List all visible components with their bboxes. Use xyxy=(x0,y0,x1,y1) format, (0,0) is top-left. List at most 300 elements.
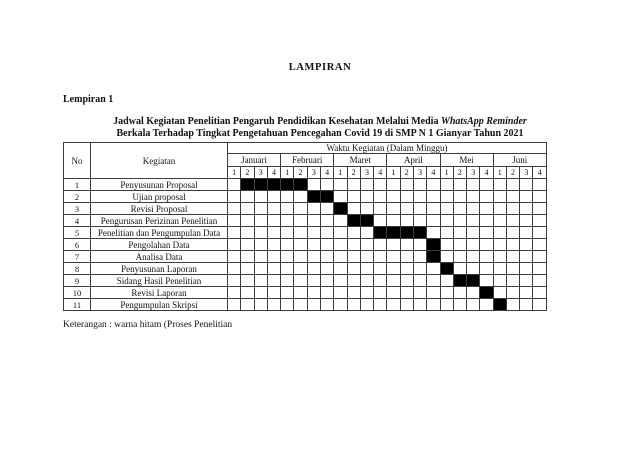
activity-label: Revisi Laporan xyxy=(91,287,228,299)
gantt-empty-cell xyxy=(427,299,440,311)
week-number-cell: 1 xyxy=(334,167,347,179)
gantt-empty-cell xyxy=(347,275,360,287)
week-number-cell: 3 xyxy=(520,167,533,179)
gantt-empty-cell xyxy=(254,215,267,227)
gantt-empty-cell xyxy=(440,203,453,215)
gantt-empty-cell xyxy=(413,191,426,203)
gantt-empty-cell xyxy=(467,227,480,239)
header-row-time xyxy=(64,143,547,154)
gantt-empty-cell xyxy=(360,275,373,287)
gantt-empty-cell xyxy=(467,251,480,263)
week-number-cell: 3 xyxy=(254,167,267,179)
gantt-empty-cell xyxy=(506,203,519,215)
gantt-empty-cell xyxy=(254,251,267,263)
week-number-cell: 4 xyxy=(320,167,333,179)
gantt-empty-cell xyxy=(440,251,453,263)
gantt-empty-cell xyxy=(520,215,533,227)
month-header-mei: Mei xyxy=(440,154,493,167)
gantt-empty-cell xyxy=(241,191,254,203)
gantt-empty-cell xyxy=(334,251,347,263)
activity-row xyxy=(64,299,547,311)
activity-row xyxy=(64,179,547,191)
gantt-empty-cell xyxy=(281,191,294,203)
gantt-empty-cell xyxy=(254,227,267,239)
gantt-empty-cell xyxy=(427,215,440,227)
gantt-empty-cell xyxy=(320,227,333,239)
gantt-empty-cell xyxy=(334,191,347,203)
gantt-empty-cell xyxy=(453,191,466,203)
week-number-cell: 3 xyxy=(467,167,480,179)
gantt-filled-cell xyxy=(254,179,267,191)
gantt-empty-cell xyxy=(427,191,440,203)
week-number-cell: 2 xyxy=(347,167,360,179)
gantt-empty-cell xyxy=(453,287,466,299)
gantt-empty-cell xyxy=(241,215,254,227)
gantt-empty-cell xyxy=(241,239,254,251)
activity-row xyxy=(64,287,547,299)
gantt-empty-cell xyxy=(533,191,547,203)
gantt-empty-cell xyxy=(267,203,280,215)
gantt-empty-cell xyxy=(241,227,254,239)
gantt-empty-cell xyxy=(467,263,480,275)
week-number-cell: 2 xyxy=(294,167,307,179)
gantt-empty-cell xyxy=(493,203,506,215)
table-title xyxy=(0,116,640,139)
gantt-empty-cell xyxy=(294,215,307,227)
gantt-empty-cell xyxy=(387,203,400,215)
gantt-empty-cell xyxy=(440,191,453,203)
activity-label: Revisi Proposal xyxy=(91,203,228,215)
gantt-empty-cell xyxy=(427,263,440,275)
gantt-empty-cell xyxy=(281,251,294,263)
week-number-cell: 4 xyxy=(480,167,493,179)
row-number: 1 xyxy=(64,179,91,191)
gantt-empty-cell xyxy=(267,263,280,275)
activity-row xyxy=(64,203,547,215)
gantt-filled-cell xyxy=(281,179,294,191)
gantt-empty-cell xyxy=(254,275,267,287)
gantt-empty-cell xyxy=(320,215,333,227)
gantt-empty-cell xyxy=(241,299,254,311)
gantt-empty-cell xyxy=(413,203,426,215)
gantt-empty-cell xyxy=(400,215,413,227)
gantt-empty-cell xyxy=(267,275,280,287)
month-header-maret: Maret xyxy=(334,154,387,167)
gantt-filled-cell xyxy=(347,215,360,227)
gantt-empty-cell xyxy=(400,191,413,203)
week-number-cell: 2 xyxy=(241,167,254,179)
gantt-empty-cell xyxy=(228,299,241,311)
gantt-empty-cell xyxy=(453,203,466,215)
gantt-empty-cell xyxy=(320,263,333,275)
gantt-empty-cell xyxy=(374,215,387,227)
gantt-empty-cell xyxy=(413,215,426,227)
gantt-filled-cell xyxy=(241,179,254,191)
gantt-empty-cell xyxy=(440,275,453,287)
gantt-empty-cell xyxy=(374,299,387,311)
row-number: 6 xyxy=(64,239,91,251)
gantt-empty-cell xyxy=(506,287,519,299)
gantt-empty-cell xyxy=(228,287,241,299)
gantt-empty-cell xyxy=(533,203,547,215)
gantt-empty-cell xyxy=(400,275,413,287)
gantt-empty-cell xyxy=(400,299,413,311)
gantt-empty-cell xyxy=(520,203,533,215)
week-number-cell: 4 xyxy=(374,167,387,179)
week-number-cell: 4 xyxy=(533,167,547,179)
gantt-empty-cell xyxy=(294,191,307,203)
gantt-empty-cell xyxy=(347,191,360,203)
month-header-januari: Januari xyxy=(228,154,281,167)
gantt-empty-cell xyxy=(294,263,307,275)
gantt-filled-cell xyxy=(467,275,480,287)
activity-label: Pengurusan Perizinan Penelitian xyxy=(91,215,228,227)
gantt-empty-cell xyxy=(533,215,547,227)
gantt-empty-cell xyxy=(307,299,320,311)
gantt-empty-cell xyxy=(480,275,493,287)
title-line1-italic: WhatsApp Reminder xyxy=(440,116,527,127)
gantt-empty-cell xyxy=(493,275,506,287)
gantt-empty-cell xyxy=(347,299,360,311)
gantt-empty-cell xyxy=(360,203,373,215)
gantt-empty-cell xyxy=(374,179,387,191)
activity-row xyxy=(64,227,547,239)
gantt-empty-cell xyxy=(281,299,294,311)
gantt-empty-cell xyxy=(493,251,506,263)
gantt-empty-cell xyxy=(334,215,347,227)
row-number: 8 xyxy=(64,263,91,275)
gantt-empty-cell xyxy=(453,227,466,239)
week-number-cell: 3 xyxy=(307,167,320,179)
gantt-empty-cell xyxy=(228,263,241,275)
gantt-empty-cell xyxy=(506,275,519,287)
gantt-empty-cell xyxy=(440,299,453,311)
gantt-empty-cell xyxy=(347,239,360,251)
gantt-empty-cell xyxy=(374,191,387,203)
gantt-empty-cell xyxy=(320,239,333,251)
gantt-empty-cell xyxy=(294,275,307,287)
gantt-empty-cell xyxy=(281,287,294,299)
gantt-empty-cell xyxy=(427,203,440,215)
row-number: 2 xyxy=(64,191,91,203)
gantt-filled-cell xyxy=(427,239,440,251)
activity-label: Pengolahan Data xyxy=(91,239,228,251)
row-number: 7 xyxy=(64,251,91,263)
gantt-empty-cell xyxy=(267,191,280,203)
week-number-cell: 2 xyxy=(506,167,519,179)
gantt-empty-cell xyxy=(520,227,533,239)
gantt-empty-cell xyxy=(294,203,307,215)
gantt-empty-cell xyxy=(294,251,307,263)
gantt-empty-cell xyxy=(267,215,280,227)
gantt-empty-cell xyxy=(387,215,400,227)
appendix-label: Lempiran 1 xyxy=(63,94,114,105)
gantt-empty-cell xyxy=(360,239,373,251)
gantt-empty-cell xyxy=(480,227,493,239)
gantt-empty-cell xyxy=(254,263,267,275)
title-line2-text: Berkala Terhadap Tingkat Pengetahuan Pencegahan Covid 19 di SMP N 1 Gianyar Tahun 2021 xyxy=(116,127,524,139)
gantt-empty-cell xyxy=(387,251,400,263)
gantt-empty-cell xyxy=(520,275,533,287)
gantt-filled-cell xyxy=(334,203,347,215)
col-header-time: Waktu Kegiatan (Dalam Minggu) xyxy=(228,143,547,154)
gantt-empty-cell xyxy=(228,239,241,251)
row-number: 10 xyxy=(64,287,91,299)
gantt-empty-cell xyxy=(241,251,254,263)
gantt-empty-cell xyxy=(533,239,547,251)
gantt-empty-cell xyxy=(374,287,387,299)
activity-row xyxy=(64,191,547,203)
gantt-filled-cell xyxy=(413,227,426,239)
gantt-empty-cell xyxy=(467,179,480,191)
gantt-empty-cell xyxy=(520,299,533,311)
gantt-empty-cell xyxy=(347,179,360,191)
gantt-empty-cell xyxy=(241,275,254,287)
gantt-empty-cell xyxy=(294,239,307,251)
gantt-empty-cell xyxy=(440,227,453,239)
week-number-cell: 1 xyxy=(493,167,506,179)
gantt-filled-cell xyxy=(387,227,400,239)
gantt-empty-cell xyxy=(307,215,320,227)
row-number: 11 xyxy=(64,299,91,311)
gantt-empty-cell xyxy=(228,179,241,191)
row-number: 3 xyxy=(64,203,91,215)
gantt-empty-cell xyxy=(374,251,387,263)
gantt-empty-cell xyxy=(374,239,387,251)
gantt-empty-cell xyxy=(480,191,493,203)
schedule-table xyxy=(63,142,547,311)
gantt-empty-cell xyxy=(520,263,533,275)
gantt-empty-cell xyxy=(453,299,466,311)
row-number: 4 xyxy=(64,215,91,227)
gantt-filled-cell xyxy=(493,299,506,311)
activity-label: Penyusunan Laporan xyxy=(91,263,228,275)
week-number-cell: 3 xyxy=(413,167,426,179)
gantt-empty-cell xyxy=(320,299,333,311)
gantt-empty-cell xyxy=(360,251,373,263)
gantt-empty-cell xyxy=(294,227,307,239)
gantt-empty-cell xyxy=(506,179,519,191)
gantt-empty-cell xyxy=(320,251,333,263)
week-number-cell: 3 xyxy=(360,167,373,179)
gantt-empty-cell xyxy=(506,299,519,311)
activity-row xyxy=(64,275,547,287)
gantt-empty-cell xyxy=(228,203,241,215)
week-number-cell: 4 xyxy=(267,167,280,179)
gantt-filled-cell xyxy=(294,179,307,191)
gantt-empty-cell xyxy=(307,227,320,239)
gantt-empty-cell xyxy=(413,275,426,287)
activity-row xyxy=(64,239,547,251)
gantt-empty-cell xyxy=(374,203,387,215)
gantt-empty-cell xyxy=(453,179,466,191)
gantt-empty-cell xyxy=(467,191,480,203)
gantt-empty-cell xyxy=(334,239,347,251)
gantt-empty-cell xyxy=(228,191,241,203)
gantt-empty-cell xyxy=(427,179,440,191)
gantt-filled-cell xyxy=(320,191,333,203)
week-number-cell: 1 xyxy=(281,167,294,179)
gantt-empty-cell xyxy=(267,251,280,263)
gantt-empty-cell xyxy=(254,203,267,215)
gantt-empty-cell xyxy=(453,251,466,263)
gantt-empty-cell xyxy=(493,287,506,299)
gantt-empty-cell xyxy=(533,287,547,299)
gantt-empty-cell xyxy=(320,275,333,287)
gantt-empty-cell xyxy=(480,179,493,191)
page-heading: LAMPIRAN xyxy=(288,62,352,73)
gantt-empty-cell xyxy=(307,287,320,299)
gantt-empty-cell xyxy=(493,179,506,191)
gantt-empty-cell xyxy=(307,251,320,263)
month-header-april: April xyxy=(387,154,440,167)
gantt-empty-cell xyxy=(281,215,294,227)
gantt-empty-cell xyxy=(360,227,373,239)
gantt-empty-cell xyxy=(374,263,387,275)
gantt-empty-cell xyxy=(520,239,533,251)
gantt-empty-cell xyxy=(506,251,519,263)
gantt-empty-cell xyxy=(533,227,547,239)
week-number-cell: 4 xyxy=(427,167,440,179)
activity-label: Penelitian dan Pengumpulan Data xyxy=(91,227,228,239)
gantt-empty-cell xyxy=(254,287,267,299)
gantt-empty-cell xyxy=(347,287,360,299)
gantt-empty-cell xyxy=(480,215,493,227)
week-number-cell: 2 xyxy=(400,167,413,179)
gantt-empty-cell xyxy=(334,263,347,275)
gantt-empty-cell xyxy=(320,179,333,191)
gantt-empty-cell xyxy=(387,287,400,299)
gantt-filled-cell xyxy=(400,227,413,239)
gantt-empty-cell xyxy=(413,263,426,275)
gantt-empty-cell xyxy=(520,179,533,191)
activity-row xyxy=(64,263,547,275)
gantt-empty-cell xyxy=(228,275,241,287)
gantt-empty-cell xyxy=(453,239,466,251)
gantt-empty-cell xyxy=(480,299,493,311)
gantt-empty-cell xyxy=(480,203,493,215)
gantt-empty-cell xyxy=(467,239,480,251)
gantt-empty-cell xyxy=(387,275,400,287)
gantt-empty-cell xyxy=(493,191,506,203)
gantt-empty-cell xyxy=(467,287,480,299)
gantt-empty-cell xyxy=(413,179,426,191)
gantt-empty-cell xyxy=(520,287,533,299)
gantt-filled-cell xyxy=(427,251,440,263)
gantt-empty-cell xyxy=(387,179,400,191)
gantt-empty-cell xyxy=(267,299,280,311)
gantt-empty-cell xyxy=(480,251,493,263)
gantt-filled-cell xyxy=(360,215,373,227)
gantt-empty-cell xyxy=(440,179,453,191)
gantt-empty-cell xyxy=(453,215,466,227)
gantt-empty-cell xyxy=(320,287,333,299)
gantt-empty-cell xyxy=(413,251,426,263)
gantt-empty-cell xyxy=(281,203,294,215)
gantt-empty-cell xyxy=(228,215,241,227)
gantt-empty-cell xyxy=(307,179,320,191)
gantt-empty-cell xyxy=(320,203,333,215)
activity-label: Sidang Hasil Penelitian xyxy=(91,275,228,287)
gantt-empty-cell xyxy=(400,287,413,299)
gantt-empty-cell xyxy=(334,179,347,191)
gantt-empty-cell xyxy=(480,263,493,275)
gantt-empty-cell xyxy=(360,179,373,191)
gantt-empty-cell xyxy=(387,239,400,251)
gantt-empty-cell xyxy=(440,239,453,251)
gantt-empty-cell xyxy=(533,299,547,311)
gantt-empty-cell xyxy=(241,263,254,275)
activity-label: Analisa Data xyxy=(91,251,228,263)
row-number: 5 xyxy=(64,227,91,239)
gantt-empty-cell xyxy=(294,299,307,311)
gantt-empty-cell xyxy=(467,299,480,311)
gantt-empty-cell xyxy=(400,263,413,275)
gantt-empty-cell xyxy=(334,227,347,239)
legend-note: Keterangan : warna hitam (Proses Penelitian xyxy=(63,320,233,330)
gantt-empty-cell xyxy=(267,239,280,251)
gantt-empty-cell xyxy=(387,263,400,275)
gantt-filled-cell xyxy=(480,287,493,299)
gantt-empty-cell xyxy=(334,299,347,311)
gantt-empty-cell xyxy=(334,275,347,287)
gantt-empty-cell xyxy=(506,263,519,275)
gantt-empty-cell xyxy=(533,263,547,275)
gantt-empty-cell xyxy=(347,251,360,263)
gantt-empty-cell xyxy=(334,287,347,299)
gantt-empty-cell xyxy=(228,227,241,239)
gantt-empty-cell xyxy=(453,263,466,275)
gantt-empty-cell xyxy=(467,215,480,227)
gantt-empty-cell xyxy=(533,275,547,287)
gantt-empty-cell xyxy=(254,299,267,311)
activity-row xyxy=(64,215,547,227)
gantt-empty-cell xyxy=(307,239,320,251)
week-number-cell: 1 xyxy=(387,167,400,179)
gantt-empty-cell xyxy=(413,287,426,299)
week-number-cell: 2 xyxy=(453,167,466,179)
gantt-empty-cell xyxy=(347,203,360,215)
activity-label: Penyusunan Proposal xyxy=(91,179,228,191)
gantt-empty-cell xyxy=(281,263,294,275)
col-header-no: No xyxy=(64,143,91,179)
gantt-empty-cell xyxy=(347,263,360,275)
gantt-empty-cell xyxy=(360,263,373,275)
gantt-empty-cell xyxy=(533,179,547,191)
gantt-empty-cell xyxy=(467,203,480,215)
gantt-empty-cell xyxy=(493,215,506,227)
gantt-empty-cell xyxy=(493,227,506,239)
week-number-cell: 1 xyxy=(228,167,241,179)
gantt-empty-cell xyxy=(387,299,400,311)
col-header-activity: Kegiatan xyxy=(91,143,228,179)
gantt-empty-cell xyxy=(427,227,440,239)
gantt-empty-cell xyxy=(506,215,519,227)
gantt-empty-cell xyxy=(360,287,373,299)
gantt-empty-cell xyxy=(506,239,519,251)
gantt-empty-cell xyxy=(506,191,519,203)
gantt-empty-cell xyxy=(294,287,307,299)
gantt-empty-cell xyxy=(400,251,413,263)
gantt-empty-cell xyxy=(281,275,294,287)
gantt-empty-cell xyxy=(281,227,294,239)
activity-label: Ujian proposal xyxy=(91,191,228,203)
gantt-filled-cell xyxy=(267,179,280,191)
gantt-empty-cell xyxy=(241,203,254,215)
gantt-empty-cell xyxy=(254,191,267,203)
gantt-empty-cell xyxy=(493,239,506,251)
gantt-empty-cell xyxy=(413,239,426,251)
